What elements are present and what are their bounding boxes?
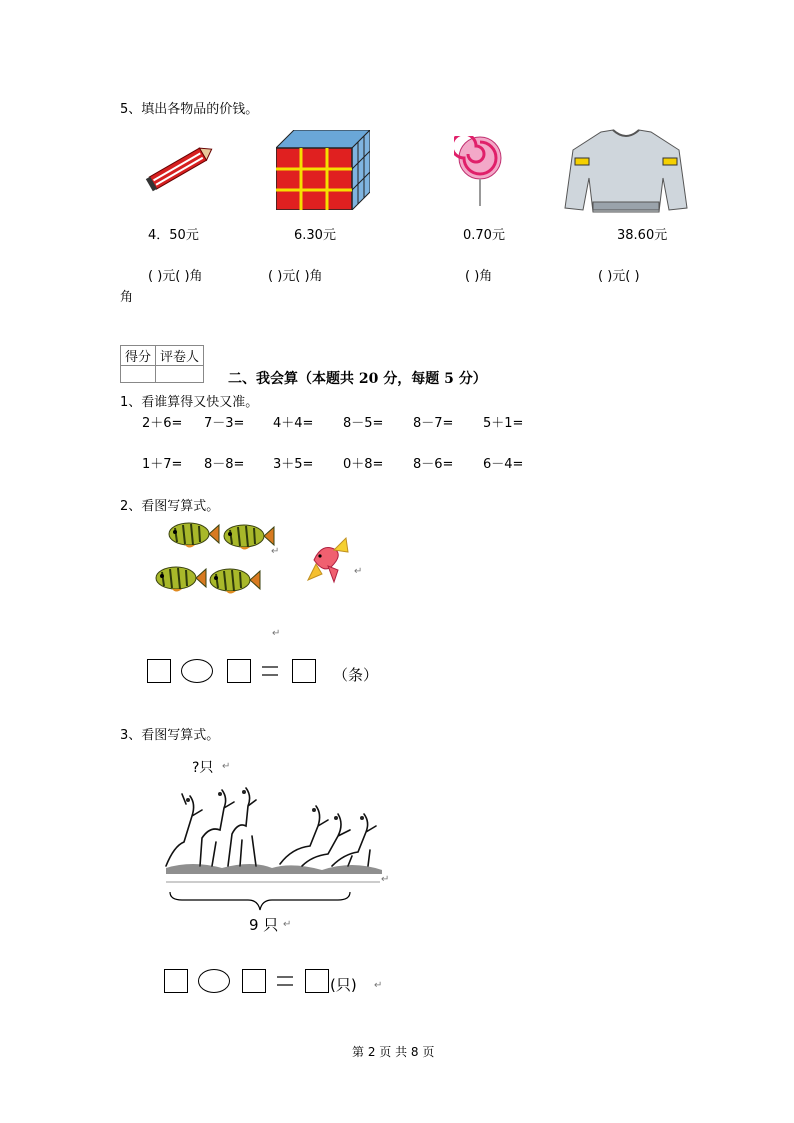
goldfish-icon (302, 534, 352, 586)
q2-unit: （条） (333, 666, 379, 684)
q1-row1-item: 8－5= (343, 416, 384, 431)
q1-title: 1、看谁算得又快又准。 (120, 395, 259, 410)
q1-row2-item: 8－8= (204, 457, 245, 472)
operator-oval[interactable] (198, 969, 230, 993)
q3-title: 3、看图写算式。 (120, 728, 220, 743)
return-mark: ↵ (271, 546, 280, 557)
answer-box[interactable] (292, 659, 316, 683)
q1-row1-item: 4＋4= (273, 416, 314, 431)
answer-sweater-wrap: 角 (120, 290, 134, 305)
fish-icon (150, 518, 280, 598)
score-table (120, 345, 204, 383)
q1-row2-item: 1＋7= (142, 457, 183, 472)
sweater-icon (563, 128, 689, 214)
pencil-icon (143, 140, 219, 196)
grader-cell[interactable] (156, 366, 204, 383)
price-sweater: 38.60元 (617, 228, 668, 243)
q1-row2-item: 0＋8= (343, 457, 384, 472)
score-cell[interactable] (121, 366, 156, 383)
q1-row2-item: 6－4= (483, 457, 524, 472)
q1-row1-item: 7－3= (204, 416, 245, 431)
answer-sweater: ( )元( ) (598, 269, 640, 284)
return-mark: ↵ (272, 628, 281, 639)
answer-cube: ( )元( )角 (268, 269, 323, 284)
price-cube: 6.30元 (294, 228, 336, 243)
answer-box[interactable] (242, 969, 266, 993)
deer-icon (162, 786, 384, 884)
return-mark: ↵ (374, 980, 383, 991)
section-title: 二、我会算（本题共 20 分，每题 5 分） (228, 371, 487, 387)
q1-row2-item: 8－6= (413, 457, 454, 472)
answer-box[interactable] (227, 659, 251, 683)
q1-row1-item: 8－7= (413, 416, 454, 431)
answer-lollipop: ( )角 (465, 269, 493, 284)
q1-row2-item: 3＋5= (273, 457, 314, 472)
return-mark: ↵ (222, 761, 231, 772)
rubiks-cube-icon (276, 130, 370, 210)
q1-row1-item: 5＋1= (483, 416, 524, 431)
price-pencil: 4．50元 (148, 228, 199, 243)
q3-total-label: 9 只 (249, 916, 279, 934)
price-lollipop: 0.70元 (463, 228, 505, 243)
return-mark: ↵ (283, 919, 292, 930)
brace (168, 890, 352, 912)
return-mark: ↵ (381, 874, 390, 885)
page-footer: 第 2 页 共 8 页 (352, 1045, 435, 1059)
q5-title: 5、填出各物品的价钱。 (120, 102, 259, 117)
equals-sign (276, 975, 294, 987)
score-header: 得分 (121, 346, 156, 366)
grader-header: 评卷人 (156, 346, 204, 366)
equals-sign (261, 665, 279, 677)
lollipop-icon (454, 136, 506, 206)
answer-box[interactable] (305, 969, 329, 993)
answer-box[interactable] (147, 659, 171, 683)
operator-oval[interactable] (181, 659, 213, 683)
q3-unit: (只) (330, 976, 357, 994)
q2-title: 2、看图写算式。 (120, 499, 220, 514)
return-mark: ↵ (354, 566, 363, 577)
q1-row1-item: 2＋6= (142, 416, 183, 431)
answer-pencil: ( )元( )角 (148, 269, 203, 284)
q3-question-label: ?只 (192, 760, 214, 776)
answer-box[interactable] (164, 969, 188, 993)
